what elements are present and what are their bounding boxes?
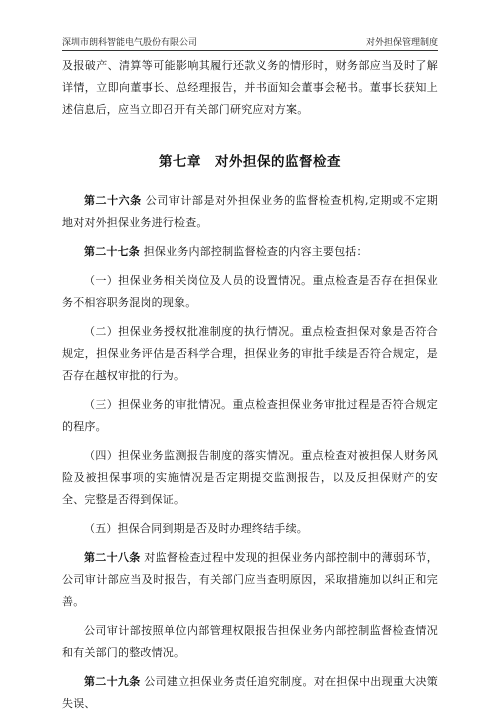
article-29-text: 公司建立担保业务责任追究制度。对在担保中出现重大决策失误、 bbox=[62, 675, 438, 710]
list-item: （五）担保合同到期是否及时办理终结手续。 bbox=[84, 522, 308, 535]
article-27-label: 第二十七条 bbox=[84, 245, 140, 258]
intro-paragraph: 及报破产、清算等可能影响其履行还款义务的情形时，财务部应当及时了解详情，立即向董事长、总经理报告，并书面知会董事会秘书。董事长获知上述信息后，应当立即召开有关部门研究应对方案。 bbox=[62, 59, 438, 116]
article-27-text: 担保业务内部控制监督检查的内容主要包括： bbox=[143, 245, 368, 258]
page-header bbox=[62, 35, 438, 49]
article-29 bbox=[62, 671, 438, 715]
article-26-text: 公司审计部是对外担保业务的监督检查机构,定期或不定期地对对外担保业务进行检查。 bbox=[62, 194, 439, 229]
article-28-text: 对监督检查过程中发现的担保业务内部控制中的薄弱环节，公司审计部应当及时报告，有关部门应当查明原因，采取措施加以纠正和完善。 bbox=[62, 551, 438, 608]
list-item: （三）担保业务的审批情况。重点检查担保业务审批过程是否符合规定的程序。 bbox=[62, 398, 438, 433]
page-body bbox=[62, 55, 438, 722]
list-item: （四）担保业务监测报告制度的落实情况。重点检查对被担保人财务风险及被担保事项的实施情况是否定期提交监测报告，以及反担保财产的安全、完整是否得到保证。 bbox=[62, 449, 438, 506]
company-name: 深圳市朗科智能电气股份有限公司 bbox=[62, 38, 198, 48]
article-29-label: 第二十九条 bbox=[84, 675, 141, 688]
article-26-label: 第二十六条 bbox=[84, 194, 142, 207]
article-28-label: 第二十八条 bbox=[84, 551, 141, 564]
article-26 bbox=[62, 190, 438, 234]
chapter-heading: 第七章 对外担保的监督检查 bbox=[159, 154, 341, 170]
header-rule bbox=[62, 50, 438, 51]
document-title: 对外担保管理制度 bbox=[365, 38, 438, 48]
article-28-paragraph-2: 公司审计部按照单位内部管理权限报告担保业务内部控制监督检查情况和有关部门的整改情况。 bbox=[62, 624, 438, 659]
article-27 bbox=[62, 241, 438, 263]
article-28 bbox=[62, 547, 438, 613]
list-item: （一）担保业务相关岗位及人员的设置情况。重点检查是否存在担保业务不相容职务混岗的现象。 bbox=[62, 274, 438, 309]
list-item: （二）担保业务授权批准制度的执行情况。重点检查担保对象是否符合规定，担保业务评估是否科学合理，担保业务的审批手续是否符合规定，是否存在越权审批的行为。 bbox=[62, 325, 438, 382]
